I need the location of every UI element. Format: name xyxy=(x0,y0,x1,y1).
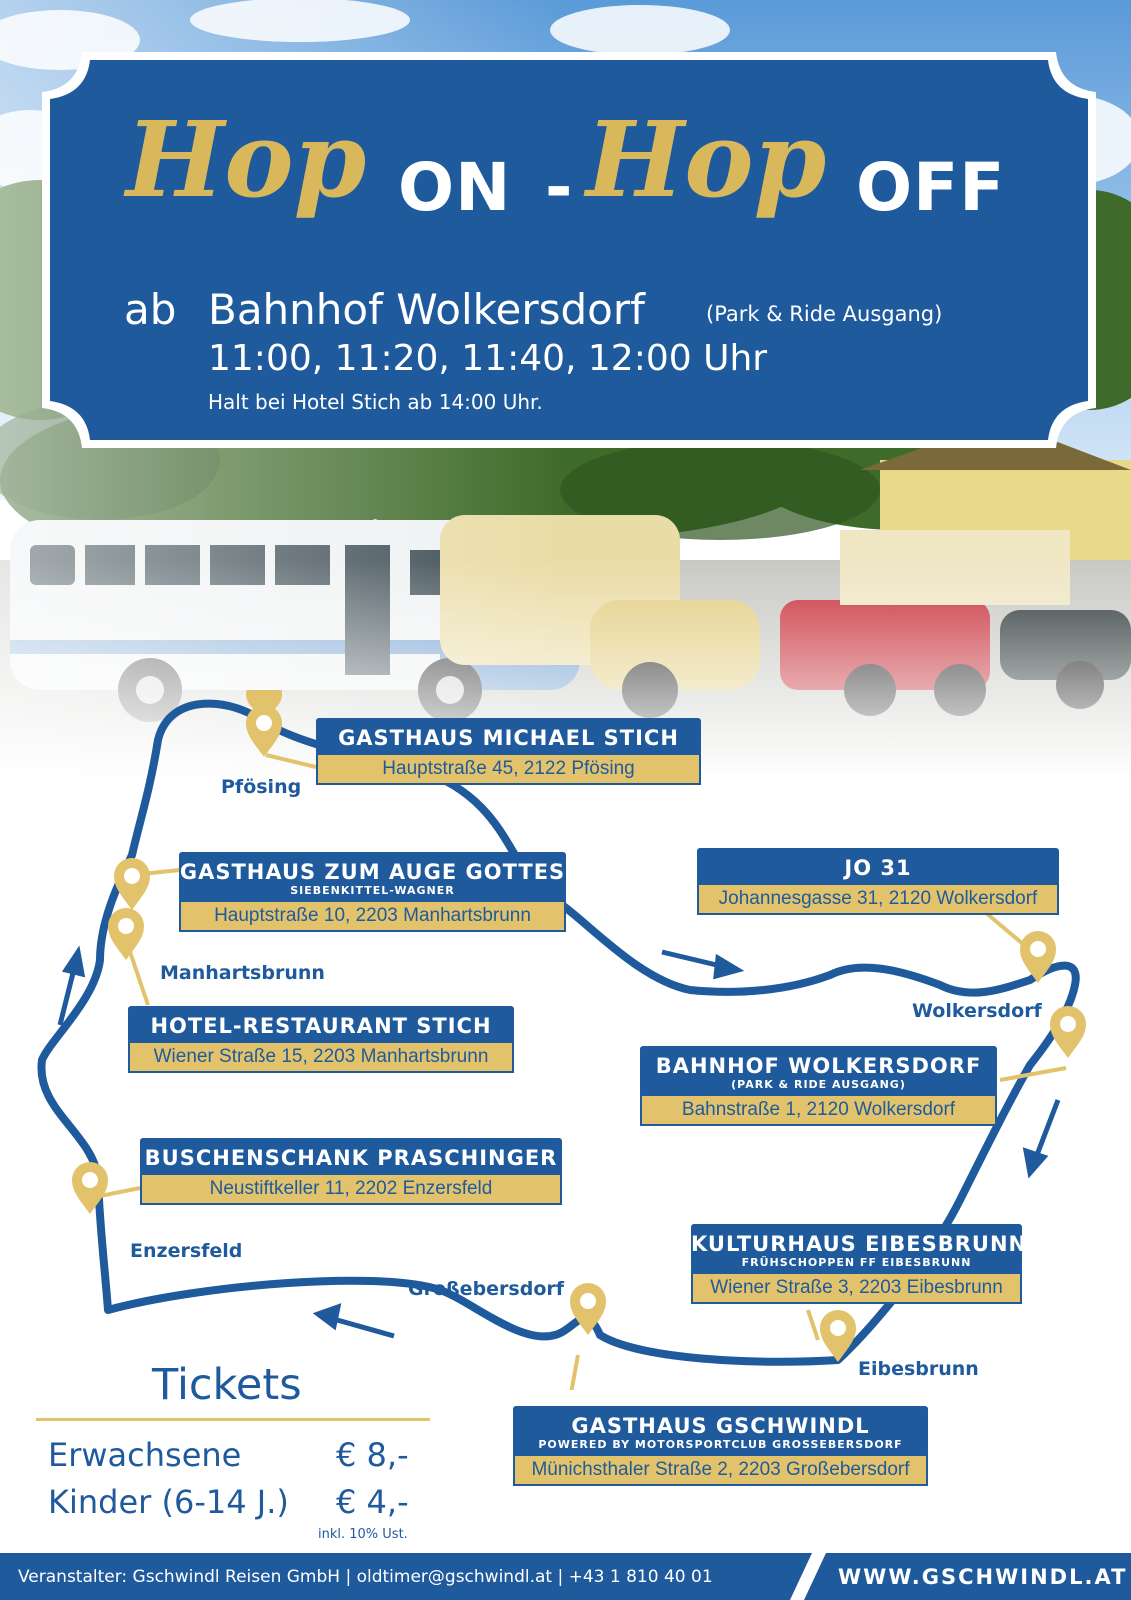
dash-word: - xyxy=(545,149,574,226)
hop-script-word-2: Hop xyxy=(586,98,827,221)
town-label-manhartsbrunn: Manhartsbrunn xyxy=(160,962,325,984)
stop-name-box xyxy=(640,1046,997,1096)
departure-location: Bahnhof Wolkersdorf xyxy=(208,285,645,334)
stop-bahnhof-wolkersdorf xyxy=(640,1046,997,1126)
stop-address: Wiener Straße 3, 2203 Eibesbrunn xyxy=(691,1272,1022,1304)
town-label-eibesbrunn: Eibesbrunn xyxy=(858,1358,979,1380)
stop-gasthaus-zum-auge-gottes xyxy=(179,852,566,932)
map-pin-icon xyxy=(114,858,150,910)
stop-subtitle: POWERED BY MOTORSPORTCLUB GROSSEBERSDORF xyxy=(538,1438,903,1451)
stop-address: Hauptstraße 10, 2203 Manhartsbrunn xyxy=(179,900,566,932)
organizer-info: Veranstalter: Gschwindl Reisen GmbH | oldtimer@gschwindl.at | +43 1 810 40 01 xyxy=(18,1567,713,1587)
map-pin-icon xyxy=(246,705,282,757)
stop-address: Hauptstraße 45, 2122 Pfösing xyxy=(316,753,701,785)
departure-times: 11:00, 11:20, 11:40, 12:00 Uhr xyxy=(208,338,768,379)
stop-name-box xyxy=(140,1138,562,1175)
stop-name: GASTHAUS ZUM AUGE GOTTES xyxy=(179,860,566,884)
ticket-label-adult: Erwachsene xyxy=(48,1436,242,1474)
departure-note: (Park & Ride Ausgang) xyxy=(706,302,943,326)
stop-subtitle: SIEBENKITTEL-WAGNER xyxy=(290,884,455,897)
footer-divider-slash xyxy=(790,1553,830,1600)
hop-script-word-1: Hop xyxy=(126,98,367,221)
stop-name: BAHNHOF WOLKERSDORF xyxy=(655,1054,982,1078)
stop-name-box xyxy=(316,718,701,755)
extra-stop-note: Halt bei Hotel Stich ab 14:00 Uhr. xyxy=(208,390,543,414)
map-pin-icon xyxy=(108,908,144,960)
ab-label: ab xyxy=(124,285,177,334)
stop-name: HOTEL-RESTAURANT STICH xyxy=(150,1014,492,1038)
map-pin-icon xyxy=(820,1310,856,1362)
stop-buschenschank-praschinger xyxy=(140,1138,562,1205)
ticket-label-child: Kinder (6-14 J.) xyxy=(48,1483,289,1521)
stop-gasthaus-gschwindl xyxy=(513,1406,928,1486)
stop-name: GASTHAUS MICHAEL STICH xyxy=(338,726,679,750)
map-pin-icon xyxy=(1020,931,1056,983)
stop-address: Wiener Straße 15, 2203 Manhartsbrunn xyxy=(128,1041,514,1073)
stop-name: KULTURHAUS EIBESBRUNN xyxy=(691,1232,1028,1256)
stop-name-box xyxy=(697,848,1059,885)
ticket-price-child: € 4,- xyxy=(336,1483,409,1521)
stop-subtitle: (PARK & RIDE AUSGANG) xyxy=(731,1078,906,1091)
stop-address: Bahnstraße 1, 2120 Wolkersdorf xyxy=(640,1094,997,1126)
stop-name-box xyxy=(691,1224,1028,1274)
ticket-price-adult: € 8,- xyxy=(336,1436,409,1474)
stop-kulturhaus-eibesbrunn xyxy=(691,1224,1028,1304)
tickets-title: Tickets xyxy=(152,1360,302,1410)
stop-address: Johannesgasse 31, 2120 Wolkersdorf xyxy=(697,883,1059,915)
stop-jo-31 xyxy=(697,848,1059,915)
map-pin-icon xyxy=(72,1162,108,1214)
stop-gasthaus-michael-stich xyxy=(316,718,701,785)
town-label-pfoesing: Pfösing xyxy=(221,776,302,798)
stop-subtitle: FRÜHSCHOPPEN FF EIBESBRUNN xyxy=(741,1256,972,1269)
stop-name: BUSCHENSCHANK PRASCHINGER xyxy=(144,1146,558,1170)
stop-name: GASTHAUS GSCHWINDL xyxy=(571,1414,870,1438)
map-pin-icon xyxy=(570,1283,606,1335)
map-pin-icon xyxy=(1050,1006,1086,1058)
town-label-enzersfeld: Enzersfeld xyxy=(130,1240,243,1262)
vat-note: inkl. 10% Ust. xyxy=(318,1527,408,1542)
stop-address: Münichsthaler Straße 2, 2203 Großebersdorf xyxy=(513,1454,928,1486)
stop-name-box xyxy=(128,1006,514,1043)
stop-name-box xyxy=(513,1406,928,1456)
tickets-divider xyxy=(36,1418,430,1421)
website-link[interactable]: WWW.GSCHWINDL.AT xyxy=(838,1565,1128,1589)
stop-address: Neustiftkeller 11, 2202 Enzersfeld xyxy=(140,1173,562,1205)
town-label-grossebersdorf: Großebersdorf xyxy=(408,1278,565,1300)
off-word: OFF xyxy=(856,149,1006,226)
footer-bar xyxy=(0,1553,1131,1600)
stop-hotel-restaurant-stich xyxy=(128,1006,514,1073)
on-word: ON xyxy=(398,149,512,226)
stop-name: JO 31 xyxy=(844,856,912,880)
stop-name-box xyxy=(179,852,566,902)
town-label-wolkersdorf: Wolkersdorf xyxy=(912,1000,1042,1022)
